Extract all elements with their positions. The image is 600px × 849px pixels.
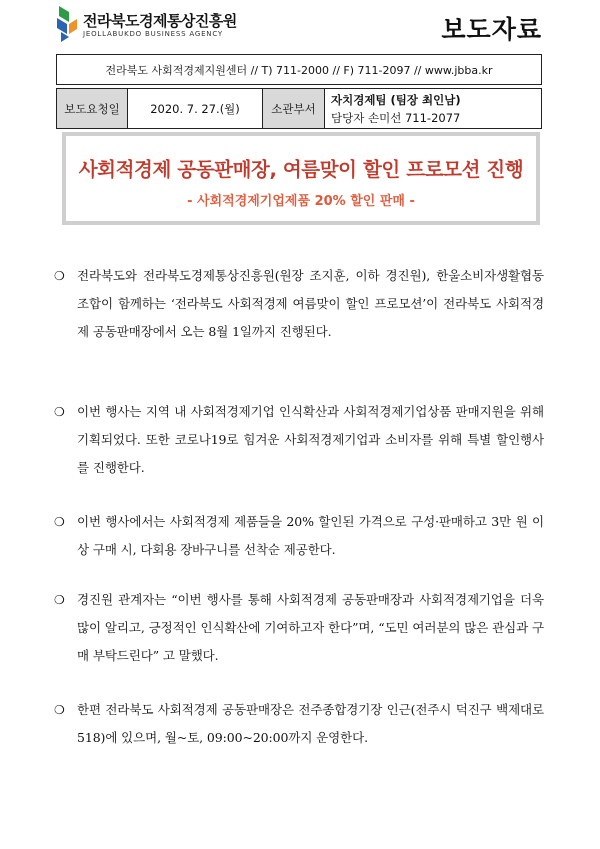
bullet-icon: ❍ — [54, 593, 65, 607]
bullet-icon: ❍ — [54, 515, 65, 529]
org-name-en: JEOLLABUKDO BUSINESS AGENCY — [83, 30, 223, 38]
body-paragraph — [54, 696, 544, 752]
dept-value: 자치경제팀 (팀장 최인남) — [331, 92, 461, 107]
info-table — [56, 88, 542, 129]
paragraph-text: 한편 전라북도 사회적경제 공동판매장은 전주종합경기장 인근(전주시 덕진구 백제대로 518)에 있으며, 월~토, 09:00~20:00까지 운영한다. — [77, 702, 544, 745]
bullet-icon: ❍ — [54, 703, 65, 717]
paragraph-text: 이번 행사에서는 사회적경제 제품들을 20% 할인된 가격으로 구성·판매하고 3만 원 이상 구매 시, 다회용 장바구니를 선착순 제공한다. — [77, 514, 544, 557]
request-date-value: 2020. 7. 27.(월) — [128, 89, 263, 129]
dept-cell — [325, 89, 542, 129]
contact-person: 담당자 손미선 711-2077 — [331, 110, 461, 125]
contact-bar — [56, 54, 542, 85]
dept-label: 소관부서 — [263, 89, 325, 129]
bullet-icon: ❍ — [54, 269, 65, 283]
body-paragraph — [54, 586, 544, 670]
bullet-icon: ❍ — [54, 405, 65, 419]
body-paragraph — [54, 262, 544, 346]
org-name-ko: 전라북도경제통상진흥원 — [83, 12, 237, 30]
paragraph-text: 경진원 관계자는 “이번 행사를 통해 사회적경제 공동판매장과 사회적경제기업을 더욱 많이 알리고, 긍정적인 인식확산에 기여하고자 한다”며, “도민 여러분의 많은 관심과 구매 부탁드린다” 고 말했다. — [77, 592, 544, 663]
request-date-label: 보도요청일 — [57, 89, 128, 129]
jbba-logo-icon — [55, 6, 77, 42]
paragraph-text: 전라북도와 전라북도경제통상진흥원(원장 조지훈, 이하 경진원), 한울소비자생활협동조합이 함께하는 ‘전라북도 사회적경제 여름맞이 할인 프로모션’이 전라북도 사회적경제 공동판매장에서 오는 8월 1일까지 진행된다. — [77, 268, 544, 339]
body-paragraph — [54, 398, 544, 482]
headline-title: 사회적경제 공동판매장, 여름맞이 할인 프로모션 진행 — [78, 158, 524, 181]
doc-type-title: 보도자료 — [441, 15, 542, 44]
info-row — [57, 89, 542, 129]
body-paragraph — [54, 508, 544, 564]
contact-bar-text: 전라북도 사회적경제지원센터 // T) 711-2000 // F) 711-2097 // www.jbba.kr — [105, 63, 493, 77]
org-logo — [55, 6, 255, 46]
headline-subtitle: - 사회적경제기업제품 20% 할인 판매 - — [187, 194, 415, 209]
headline-box — [62, 132, 540, 225]
paragraph-text: 이번 행사는 지역 내 사회적경제기업 인식확산과 사회적경제기업상품 판매지원을 위해 기획되었다. 또한 코로나19로 힘겨운 사회적경제기업과 소비자를 위해 특별 할인행사를 진행한다. — [77, 404, 544, 475]
